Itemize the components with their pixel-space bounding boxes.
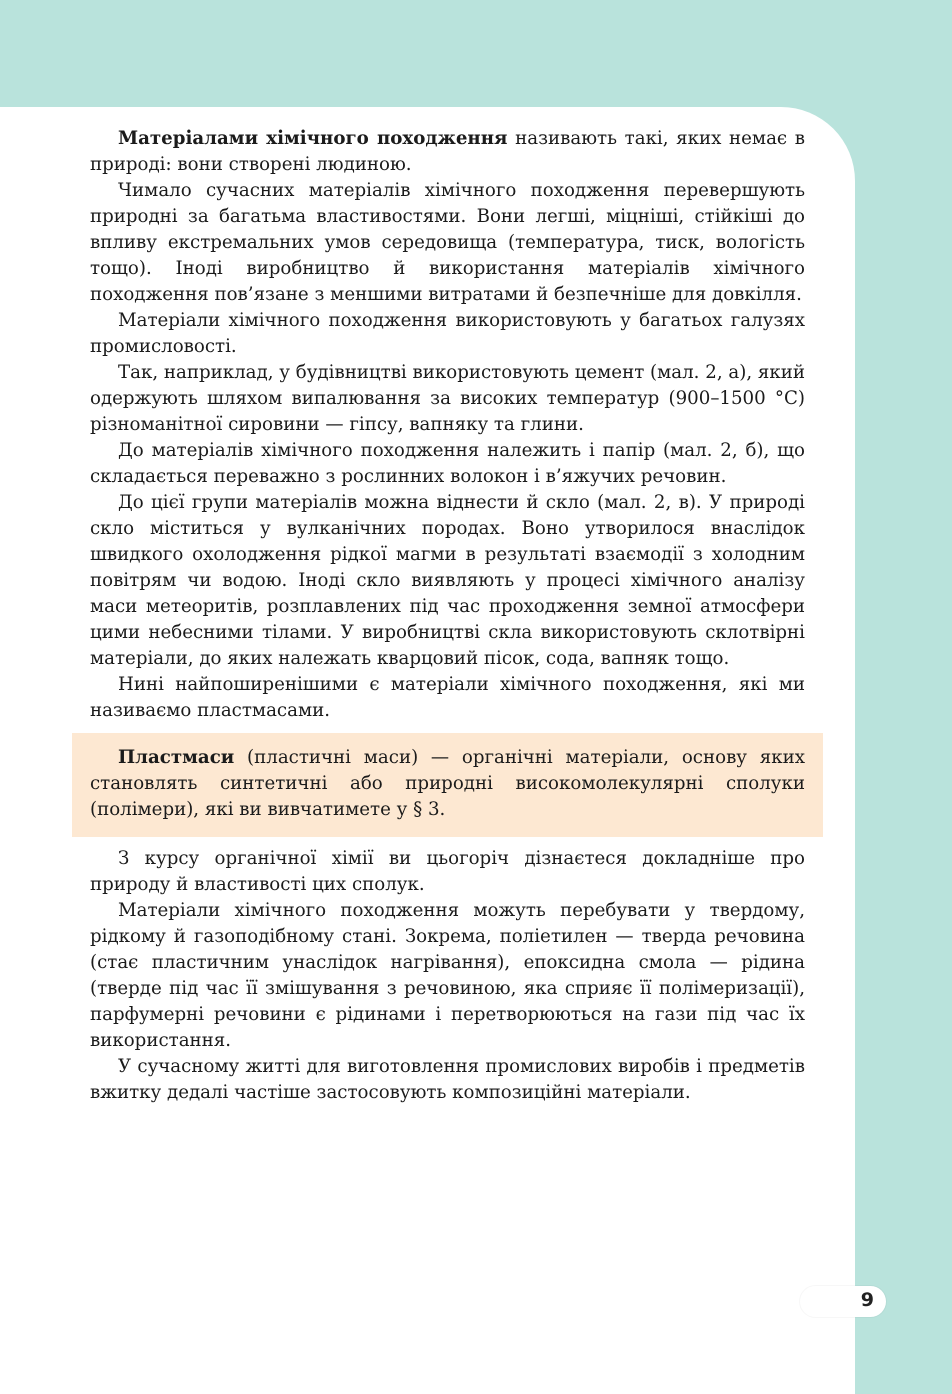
paragraph-3: Матеріали хімічного походження використовують у багатьох галузях промисловості. bbox=[90, 310, 805, 357]
page-content bbox=[90, 126, 805, 1106]
paragraph-6: До цієї групи матеріалів можна віднести й скло (мал. 2, в). У природі скло міститься у вулканічних породах. Воно утворилося внаслідок швидкого охолодження рідкої магми в результаті взаємодії з холодним повітрям чи водою. Іноді скло виявляють у процесі хімічного аналізу маси метеоритів, розплавлених під час проходження земної атмосфери цими небесними тілами. У виробництві скла використовують склотвірні матеріали, до яких належать кварцовий пісок, сода, вапняк тощо. bbox=[90, 492, 805, 669]
paragraph-8: З курсу органічної хімії ви цьогоріч дізнаєтеся докладніше про природу й властивості цих сполук. bbox=[90, 848, 805, 895]
definition-text bbox=[90, 745, 805, 823]
definition-term: Пластмаси bbox=[118, 747, 235, 768]
paragraph-9: Матеріали хімічного походження можуть перебувати у твердому, рідкому й газоподібному стані. Зокрема, поліетилен — тверда речовина (стає пластичним унаслідок нагрівання), епоксидна смола — рідина (тверде під час її змішування з речовиною, яка сприяє її полімеризації), парфумерні речовини є рідинами і перетворюються на гази під час їх використання. bbox=[90, 900, 805, 1051]
paragraph-1 bbox=[90, 126, 805, 178]
definition-body: (пластичні маси) — органічні матеріали, основу яких становлять синтетичні або природні високомолекулярні сполуки (полімери), які ви вивчатимете у § 3. bbox=[90, 747, 805, 820]
page-number-tab bbox=[800, 1286, 886, 1317]
paragraph-2: Чимало сучасних матеріалів хімічного походження перевершують природні за багатьма властивостями. Вони легші, міцніші, стійкіші до впливу екстремальних умов середовища (температура, тиск, вологість тощо). Іноді виробництво й використання матеріалів хімічного походження пов’язане з меншими витратами й безпечніше для довкілля. bbox=[90, 180, 805, 305]
definition-box bbox=[72, 733, 823, 837]
paragraph-text: називають такі, яких немає в природі: вони створені людиною. bbox=[90, 128, 805, 175]
page-number: 9 bbox=[860, 1289, 874, 1311]
paragraph-7: Нині найпоширенішими є матеріали хімічного походження, які ми називаємо пластмасами. bbox=[90, 674, 805, 721]
paragraph-5: До матеріалів хімічного походження належить і папір (мал. 2, б), що складається переважно з рослинних волокон і в’яжучих речовин. bbox=[90, 440, 805, 487]
paragraph-10: У сучасному житті для виготовлення промислових виробів і предметів вжитку дедалі частіше застосовують композиційні матеріали. bbox=[90, 1056, 805, 1103]
paragraph-4: Так, наприклад, у будівництві використовують цемент (мал. 2, а), який одержують шляхом випалювання за високих температур (900–1500 °С) різноманітної сировини — гіпсу, вапняку та глини. bbox=[90, 362, 805, 435]
term-bold: Матеріалами хімічного походження bbox=[118, 128, 508, 149]
